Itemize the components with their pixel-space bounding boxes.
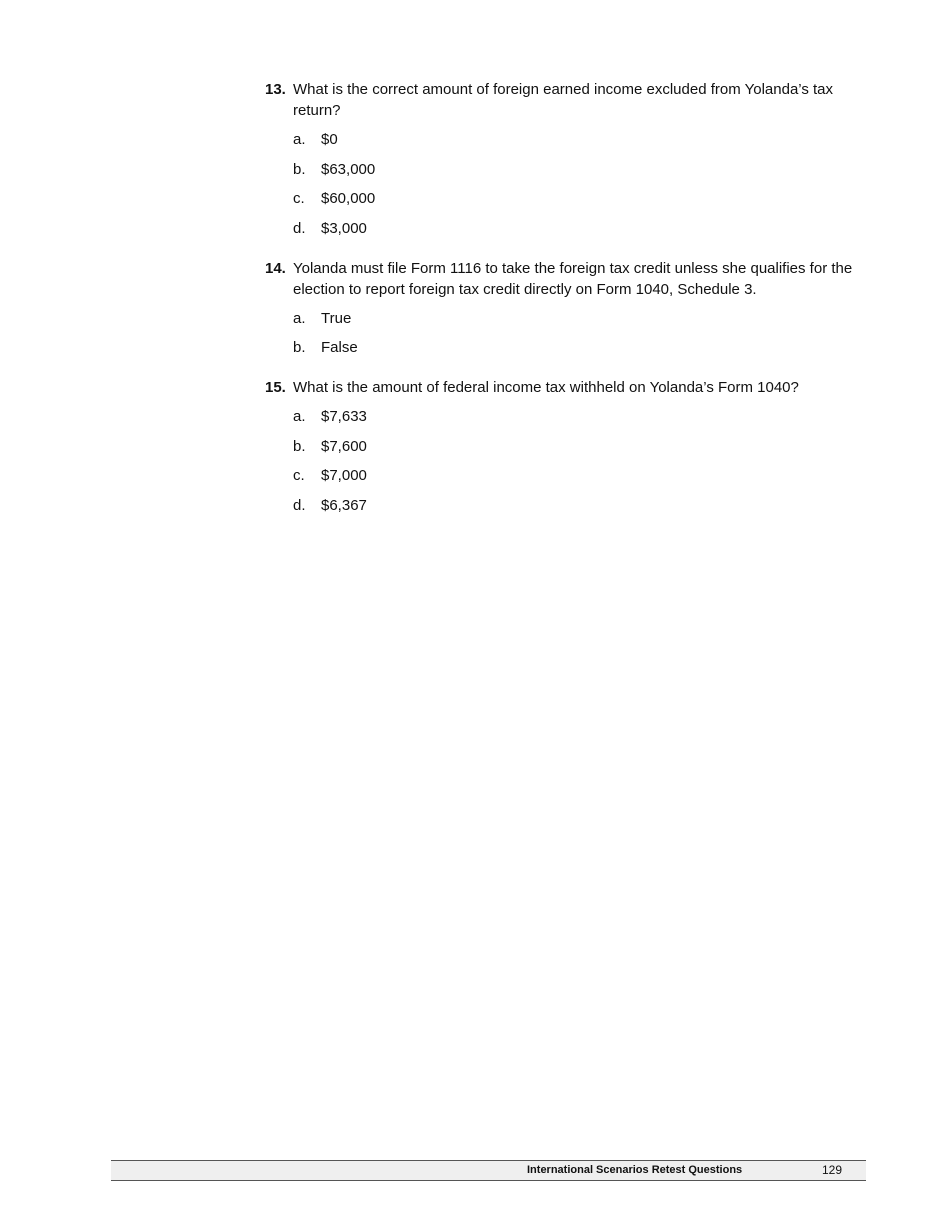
answer-option <box>293 436 865 457</box>
option-letter: d. <box>293 496 306 514</box>
option-letter: a. <box>293 309 306 327</box>
question-text: What is the correct amount of foreign earned income excluded from Yolanda’s tax return? <box>293 81 834 119</box>
option-text: $3,000 <box>321 219 367 237</box>
question-15 <box>265 377 865 516</box>
option-letter: a. <box>293 408 306 425</box>
question-text: What is the amount of federal income tax withheld on Yolanda’s Form 1040? <box>293 379 799 396</box>
option-text: $7,000 <box>321 467 367 484</box>
page-footer <box>111 1160 866 1181</box>
option-text: $60,000 <box>321 190 376 207</box>
option-text: $7,600 <box>321 437 367 455</box>
option-text: $63,000 <box>321 160 376 178</box>
question-list <box>265 79 865 535</box>
answer-option <box>293 406 865 427</box>
footer-title: International Scenarios Retest Questions <box>527 1164 743 1176</box>
answer-option <box>293 495 865 516</box>
answer-options <box>293 406 865 516</box>
answer-option <box>293 188 865 209</box>
question-number: 13. <box>265 81 286 98</box>
question-13 <box>265 79 865 239</box>
question-number: 14. <box>265 259 286 277</box>
option-text: $7,633 <box>321 408 367 425</box>
answer-options <box>293 129 865 239</box>
answer-option <box>293 218 865 239</box>
option-letter: a. <box>293 131 306 148</box>
answer-options <box>293 308 865 359</box>
question-text: Yolanda must file Form 1116 to take the foreign tax credit unless she qualifies for the election to report foreign tax credit directly on Form 1040, Schedule 3. <box>293 259 853 298</box>
question-number: 15. <box>265 379 286 396</box>
question-14 <box>265 258 865 359</box>
option-letter: d. <box>293 219 306 237</box>
option-letter: c. <box>293 190 305 207</box>
option-letter: b. <box>293 437 306 455</box>
answer-option <box>293 308 865 329</box>
option-text: False <box>321 339 358 356</box>
answer-option <box>293 159 865 180</box>
option-text: True <box>321 309 352 327</box>
option-letter: b. <box>293 160 306 178</box>
option-text: $0 <box>321 131 338 148</box>
answer-option <box>293 337 865 358</box>
page-number: 129 <box>822 1163 843 1177</box>
answer-option <box>293 465 865 486</box>
answer-option <box>293 129 865 150</box>
option-letter: c. <box>293 467 305 484</box>
option-letter: b. <box>293 339 306 356</box>
option-text: $6,367 <box>321 496 367 514</box>
